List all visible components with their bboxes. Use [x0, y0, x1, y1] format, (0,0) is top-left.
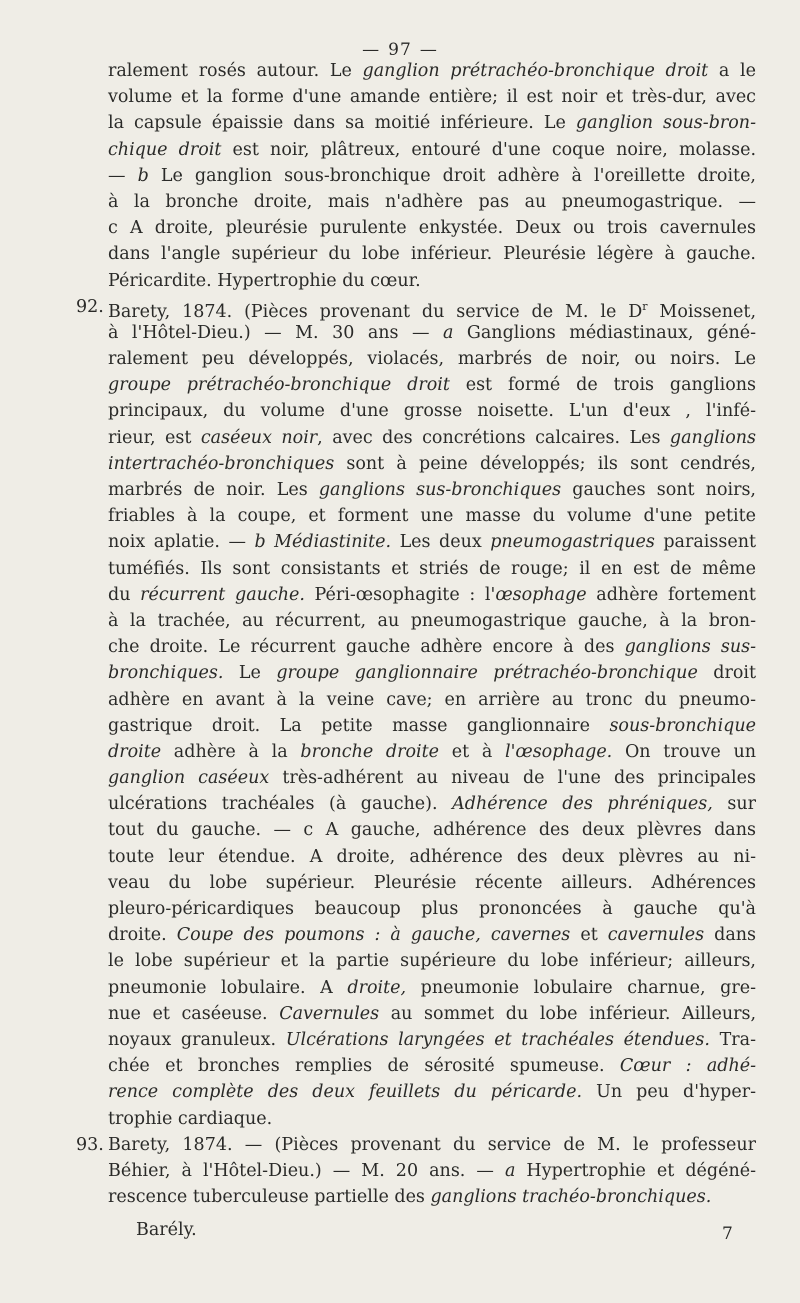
text-run: nue et caséeuse.: [108, 1003, 280, 1024]
italic-run: a: [442, 322, 454, 343]
text-run: Le: [223, 663, 277, 684]
text-line: [108, 660, 756, 686]
text-line: [108, 817, 756, 843]
text-line: [108, 1106, 756, 1132]
text-line: [108, 922, 756, 948]
italic-run: ganglions trachéo-bronchiques.: [430, 1187, 712, 1208]
italic-run: Coupe des poumons : à gauche, cavernes: [176, 925, 571, 946]
italic-run: b Médiastinite.: [254, 532, 392, 553]
text-run: , avec des concrétions calcaires. Les: [317, 427, 670, 448]
italic-run: Cœur : adhé-: [619, 1056, 756, 1077]
italic-run: cavernules: [607, 925, 705, 946]
text-run: ralement peu développés, violacés, marbrés de noir, ou noirs. Le: [108, 349, 756, 370]
italic-run: Ulcérations laryngées et trachéales étendues.: [285, 1029, 710, 1050]
italic-run: ganglions: [669, 427, 756, 448]
text-line: [108, 1027, 756, 1053]
text-run: gastrique droit. La petite masse ganglionnaire: [108, 715, 610, 736]
text-line: [108, 137, 756, 163]
text-line: [108, 529, 756, 555]
text-run: très-adhérent au niveau de l'une des principales: [269, 768, 756, 789]
text-line: [76, 1132, 756, 1158]
superscript-run: r: [642, 299, 648, 313]
text-run: ralement rosés autour. Le: [108, 61, 363, 81]
text-line: [108, 215, 756, 241]
italic-run: récurrent gauche.: [140, 584, 305, 605]
italic-run: groupe prétrachéo-bronchique droit: [108, 375, 450, 396]
text-run: dans l'angle supérieur du lobe inférieur. Pleurésie légère à gauche.: [108, 244, 756, 265]
page-number-dash-right: —: [419, 40, 438, 60]
text-run: Ganglions médiastinaux, géné-: [453, 322, 757, 343]
text-run: le lobe supérieur et la partie supérieure du lobe inférieur; ailleurs,: [108, 951, 756, 972]
entry-number: 93.: [76, 1134, 104, 1155]
text-run: Péricardite. Hypertrophie du cœur.: [108, 270, 421, 291]
italic-run: chique droit: [108, 139, 222, 160]
italic-run: ganglion caséeux: [108, 768, 270, 789]
text-run: rieur, est: [108, 427, 201, 448]
text-run: c A droite, pleurésie purulente enkystée. Deux ou trois cavernules: [108, 218, 756, 239]
italic-run: Cavernules: [279, 1003, 380, 1024]
text-run: marbrés de noir. Les: [108, 480, 319, 500]
text-line: [108, 634, 756, 660]
text-line: [108, 844, 756, 870]
text-run: principaux, du volume d'une grosse noisette. L'un d'eux , l'infé-: [108, 401, 756, 422]
text-line: [108, 241, 756, 267]
text-line: [108, 1079, 756, 1105]
page-number-dash-left: —: [362, 40, 381, 60]
italic-run: groupe ganglionnaire prétrachéo-bronchique: [276, 663, 698, 684]
text-run: Les deux: [391, 532, 491, 553]
text-run: che droite. Le récurrent gauche adhère encore à des: [108, 637, 625, 658]
text-run: et à: [439, 741, 505, 762]
text-line: [108, 110, 756, 136]
text-line: [108, 608, 756, 634]
text-line: [108, 346, 756, 372]
text-run: à la bronche droite, mais n'adhère pas au pneumogastrique. —: [108, 191, 756, 212]
text-line: [108, 320, 756, 346]
italic-run: intertrachéo-bronchiques: [108, 453, 335, 474]
text-line: [108, 713, 756, 739]
entry-number: 92.: [76, 296, 104, 317]
italic-run: ganglions sus-: [624, 637, 756, 658]
text-run: trophie cardiaque.: [108, 1108, 273, 1129]
italic-run: ganglion sous-bron-: [575, 113, 756, 134]
italic-run: pneumogastriques: [490, 532, 655, 553]
text-run: au sommet du lobe inférieur. Ailleurs,: [379, 1003, 757, 1024]
text-run: Tra-: [709, 1029, 757, 1050]
italic-run: rence complète des deux feuillets du péricarde.: [108, 1082, 583, 1103]
italic-run: œsophage: [495, 584, 587, 605]
text-run: adhère en avant à la veine cave; en arrière au tronc du pneumo-: [108, 689, 756, 710]
text-line: [108, 58, 756, 84]
text-line: [108, 975, 756, 1001]
text-run: Moissenet,: [647, 301, 757, 322]
text-line: [108, 372, 756, 398]
body-text: [76, 58, 757, 1210]
italic-run: droite: [108, 741, 162, 762]
text-line: [108, 503, 756, 529]
text-run: volume et la forme d'une amande entière; il est noir et très-dur, avec: [108, 87, 756, 108]
page-number-value: 97: [388, 40, 412, 60]
text-line: [108, 687, 756, 713]
text-line: [108, 268, 756, 294]
text-run: est noir, plâtreux, entouré d'une coque noire, molasse.: [221, 139, 757, 160]
text-run: tuméfiés. Ils sont consistants et striés de rouge; il en est de même: [108, 558, 756, 579]
text-run: Un peu d'hyper-: [582, 1082, 756, 1103]
text-run: Hypertrophie et dégéné-: [515, 1160, 756, 1181]
italic-run: caséeux noir: [200, 427, 318, 448]
text-run: la capsule épaissie dans sa moitié inférieure. Le: [108, 113, 576, 134]
text-run: adhère fortement: [586, 584, 756, 605]
text-line: [108, 398, 756, 424]
printer-signature: Barély.: [136, 1220, 197, 1240]
text-run: du: [108, 584, 141, 605]
italic-run: bronche droite: [300, 741, 440, 762]
text-line: [108, 477, 756, 503]
text-line: [108, 556, 756, 582]
italic-run: ganglions sus-bronchiques: [318, 480, 562, 500]
text-run: et: [570, 925, 608, 946]
text-run: On trouve un: [612, 741, 756, 762]
text-run: pneumonie lobulaire. A: [108, 977, 348, 998]
text-run: Barety, 1874. (Pièces provenant du service de M. le D: [108, 301, 643, 322]
italic-run: bronchiques.: [108, 663, 224, 684]
text-run: paraissent: [654, 532, 756, 553]
text-run: Péri-œsophagite : l': [304, 584, 496, 605]
text-run: rescence tuberculeuse partielle des: [108, 1187, 431, 1208]
text-line: [108, 163, 756, 189]
italic-run: b: [137, 165, 149, 186]
text-run: Barety, 1874. — (Pièces provenant du service de M. le professeur: [108, 1134, 756, 1155]
text-run: pleuro-péricardiques beaucoup plus prononcées à gauche qu'à: [108, 899, 756, 919]
text-line: [108, 765, 756, 791]
text-run: friables à la coupe, et forment une masse du volume d'une petite: [108, 506, 756, 527]
text-run: à la trachée, au récurrent, au pneumogastrique gauche, à la bron-: [108, 610, 756, 631]
italic-run: sous-bronchique: [609, 715, 756, 736]
text-run: sont à peine développés; ils sont cendrés,: [334, 453, 756, 474]
text-line: [108, 189, 756, 215]
italic-run: l'œsophage.: [504, 741, 613, 762]
text-line: [108, 896, 756, 922]
text-run: Béhier, à l'Hôtel-Dieu.) — M. 20 ans. —: [108, 1160, 505, 1181]
text-line: [108, 739, 756, 765]
text-run: veau du lobe supérieur. Pleurésie récente ailleurs. Adhérences: [108, 872, 756, 893]
text-line: [108, 84, 756, 110]
italic-run: Adhérence des phréniques,: [452, 794, 713, 815]
text-run: sur: [712, 794, 757, 815]
printer-signature-number: 7: [722, 1224, 733, 1244]
text-line: [108, 1184, 756, 1210]
text-run: —: [108, 165, 138, 186]
text-run: a le: [708, 61, 756, 81]
text-line: [108, 425, 756, 451]
text-line: [108, 791, 756, 817]
text-run: Le ganglion sous-bronchique droit adhère à l'oreillette droite,: [148, 165, 756, 186]
text-line: [108, 451, 756, 477]
text-run: toute leur étendue. A droite, adhérence des deux plèvres au ni-: [108, 846, 756, 867]
text-run: ulcérations trachéales (à gauche).: [108, 794, 453, 815]
text-run: gauches sont noirs,: [561, 480, 756, 500]
text-line: [108, 870, 756, 896]
text-run: dans: [704, 925, 757, 946]
text-run: droit: [697, 663, 756, 684]
italic-run: ganglion prétrachéo-bronchique droit: [362, 61, 709, 81]
text-run: chée et bronches remplies de sérosité spumeuse.: [108, 1056, 620, 1077]
text-line: [108, 1001, 756, 1027]
text-run: adhère à la: [161, 741, 301, 762]
page-number: [0, 40, 800, 60]
italic-run: droite,: [347, 977, 407, 998]
text-run: droite.: [108, 925, 177, 946]
text-run: pneumonie lobulaire charnue, gre-: [406, 977, 756, 998]
text-line: [108, 948, 756, 974]
italic-run: a: [504, 1160, 516, 1181]
text-run: est formé de trois ganglions: [449, 375, 756, 396]
text-run: noix aplatie. —: [108, 532, 255, 553]
text-line: [108, 582, 756, 608]
text-line: [76, 294, 757, 322]
text-run: tout du gauche. — c A gauche, adhérence des deux plèvres dans: [108, 820, 756, 841]
text-line: [108, 1053, 756, 1079]
text-run: noyaux granuleux.: [108, 1029, 286, 1050]
text-line: [108, 1158, 756, 1184]
text-run: à l'Hôtel-Dieu.) — M. 30 ans —: [108, 322, 443, 343]
